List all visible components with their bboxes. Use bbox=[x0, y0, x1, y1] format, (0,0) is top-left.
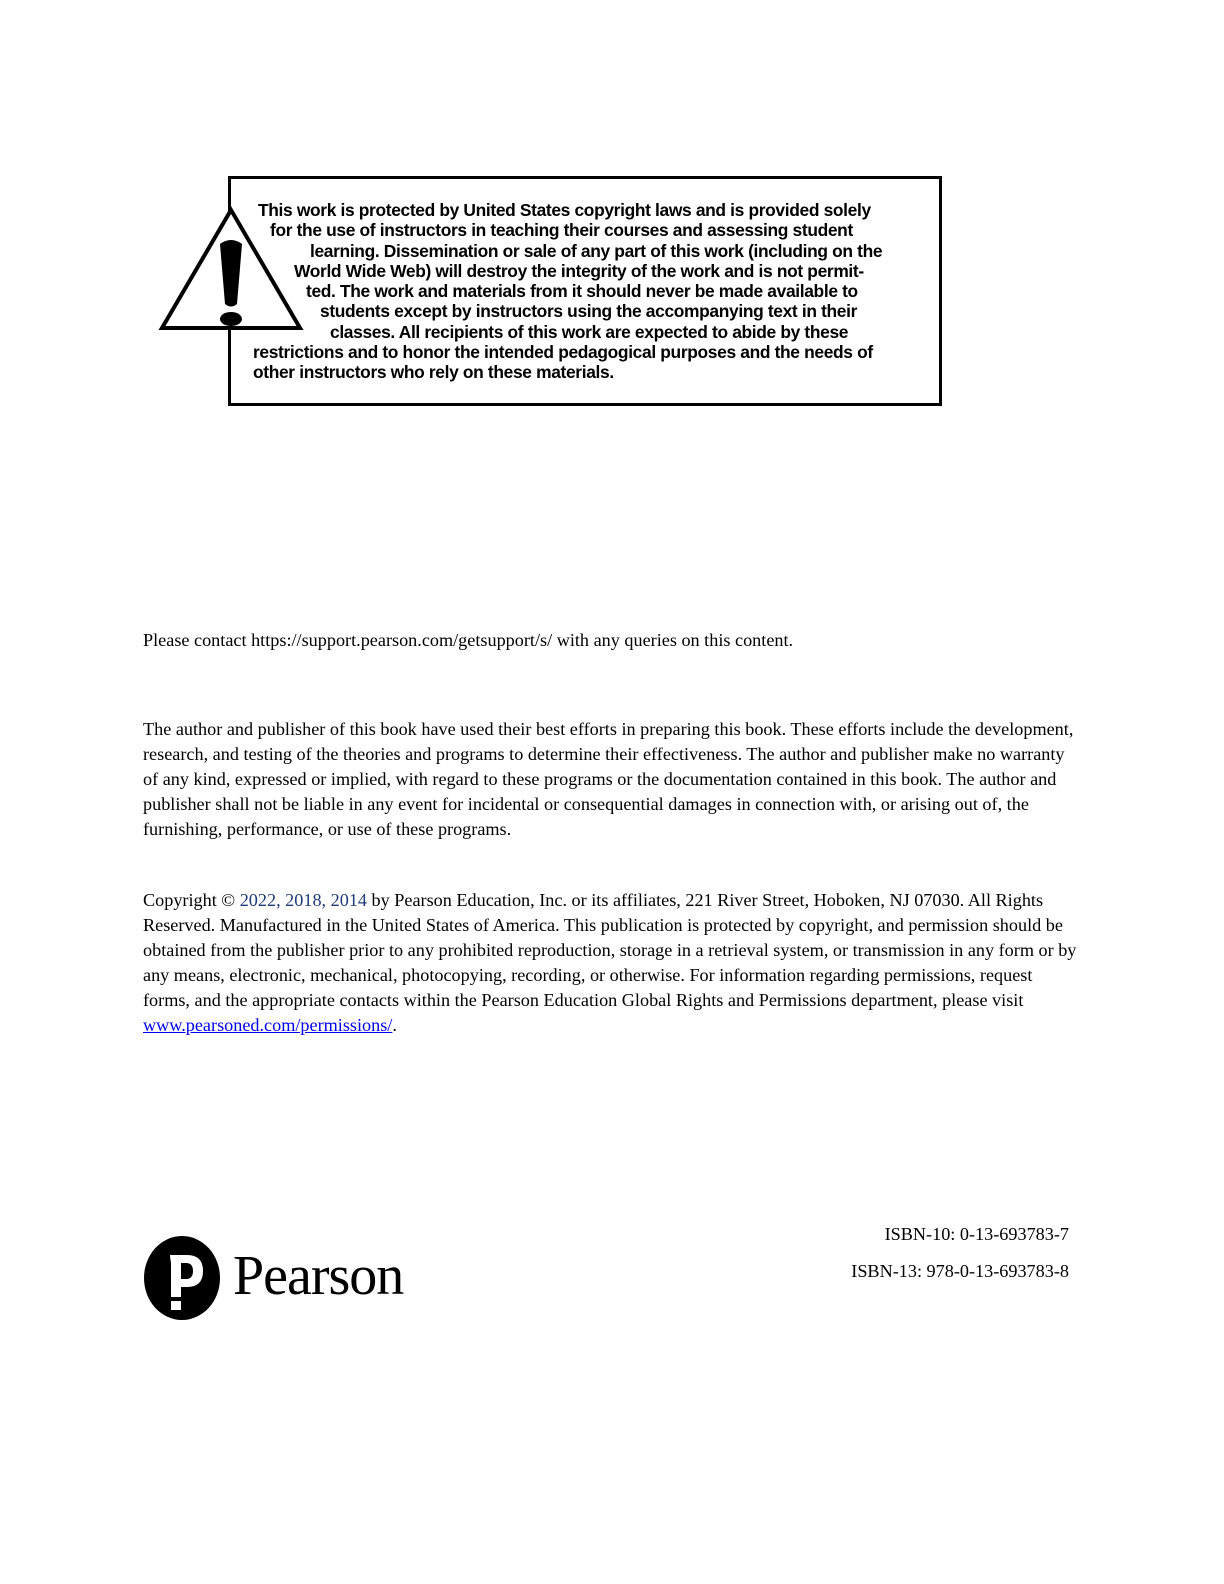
copyright-paragraph bbox=[143, 888, 1083, 1038]
copyright-warning-notice bbox=[158, 176, 948, 410]
copyright-suffix: . bbox=[392, 1015, 397, 1035]
notice-line: World Wide Web) will destroy the integrity of the work and is not permit- bbox=[294, 260, 864, 281]
copyright-body: by Pearson Education, Inc. or its affiliates, 221 River Street, Hoboken, NJ 07030. All Rights Reserved. Manufactured in the United States of America. This publication is protected by copyright, and permission should be obtained from the publisher prior to any prohibited reproduction, storage in a retrieval system, or transmission in any form or by any means, electronic, mechanical, photocopying, recording, or otherwise. For information regarding permissions, request forms, and the appropriate contacts within the Pearson Education Global Rights and Permissions department, please visit bbox=[143, 890, 1077, 1010]
notice-line: This work is protected by United States copyright laws and is provided solely bbox=[258, 200, 871, 220]
notice-text bbox=[248, 200, 918, 383]
notice-line: other instructors who rely on these materials. bbox=[253, 362, 614, 383]
isbn-10: ISBN-10: 0-13-693783-7 bbox=[884, 1224, 1069, 1244]
pearson-logo-icon bbox=[143, 1235, 221, 1321]
pearson-logo bbox=[143, 1235, 433, 1323]
copyright-prefix: Copyright © bbox=[143, 890, 240, 910]
permissions-link[interactable]: www.pearsoned.com/permissions/ bbox=[143, 1015, 393, 1035]
notice-line: for the use of instructors in teaching their courses and assessing student bbox=[270, 220, 853, 241]
notice-line: classes. All recipients of this work are expected to abide by these bbox=[330, 321, 849, 342]
isbn-13: ISBN-13: 978-0-13-693783-8 bbox=[851, 1261, 1069, 1281]
pearson-wordmark: Pearson bbox=[233, 1245, 404, 1307]
notice-line: students except by instructors using the accompanying text in their bbox=[320, 301, 858, 322]
notice-line: restrictions and to honor the intended pedagogical purposes and the needs of bbox=[253, 342, 873, 363]
notice-line: ted. The work and materials from it should never be made available to bbox=[306, 281, 858, 302]
disclaimer-paragraph: The author and publisher of this book have used their best efforts in preparing this book. These efforts include the development, research, and testing of the theories and programs to determine their effectiveness. The author and publisher make no warranty of any kind, expressed or implied, with regard to these programs or the documentation contained in this book. The author and publisher shall not be liable in any event for incidental or consequential damages in connection with, or arising out of, the furnishing, performance, or use of these programs. bbox=[143, 719, 1074, 839]
notice-line: learning. Dissemination or sale of any part of this work (including on the bbox=[310, 240, 883, 261]
contact-paragraph: Please contact https://support.pearson.com/getsupport/s/ with any queries on this content. bbox=[143, 630, 794, 650]
copyright-years: 2022, 2018, 2014 bbox=[239, 890, 367, 910]
